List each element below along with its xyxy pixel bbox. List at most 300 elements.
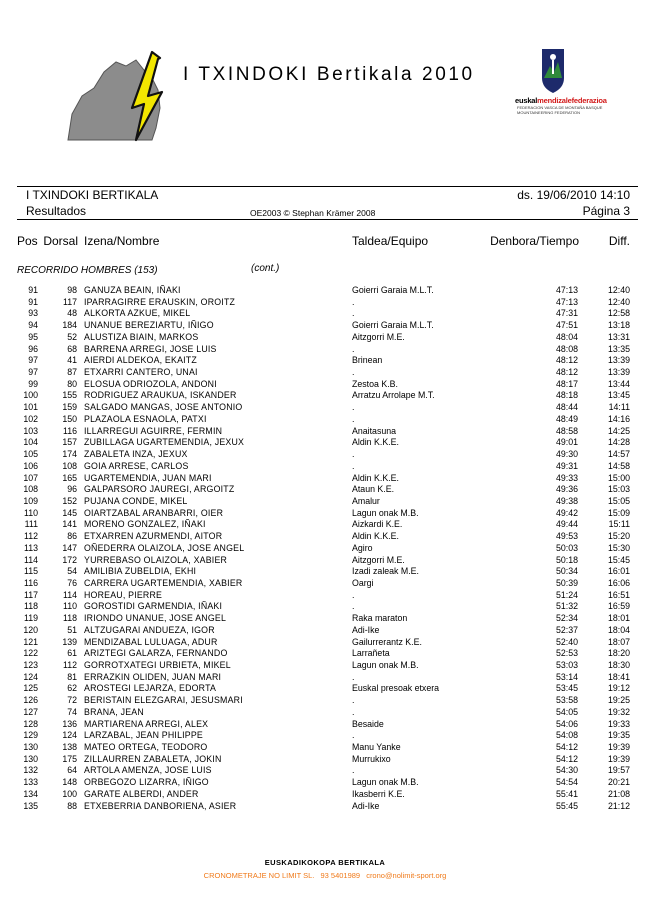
table-row [0,308,650,320]
result-time: 54:05 [555,706,578,717]
result-diff: 14:58 [607,460,630,471]
result-team: Raka maraton [352,613,408,624]
result-team: Euskal presoak etxera [352,683,440,694]
report-subtitle: Resultados [26,204,87,218]
result-name: ZABALETA INZA, JEXUX [84,449,188,460]
result-bib: 87 [67,367,77,378]
table-row [0,578,650,590]
table-row [0,648,650,660]
result-diff: 15:05 [607,495,630,506]
result-pos: 106 [23,460,38,471]
result-pos: 105 [23,449,38,460]
result-name: BARRENA ARREGI, JOSE LUIS [84,343,217,354]
result-time: 49:53 [555,531,578,542]
result-pos: 130 [23,753,38,764]
federation-shield-icon [541,48,565,94]
result-time: 48:12 [555,367,578,378]
result-bib: 61 [67,648,77,659]
result-bib: 88 [67,800,77,811]
result-pos: 123 [23,660,38,670]
result-team: Aldin K.K.E. [352,531,399,542]
result-team: Oargi [352,577,374,588]
result-bib: 110 [62,601,77,612]
footer-contact [0,871,650,880]
result-time: 47:31 [555,308,578,319]
result-pos: 107 [23,472,38,483]
result-team: Agiro [352,542,373,553]
result-bib: 148 [62,777,77,788]
col-header-team: Taldea/Equipo [352,234,429,248]
result-time: 47:51 [555,320,578,331]
result-name: ALKORTA AZKUE, MIKEL [84,308,191,319]
footer-timing: CRONOMETRAJE NO LIMIT SL. [203,871,315,880]
result-diff: 15:11 [608,519,630,530]
result-pos: 97 [28,367,38,378]
result-diff: 13:39 [607,367,630,378]
result-bib: 98 [67,285,77,295]
result-pos: 94 [28,320,38,331]
table-row [0,473,650,485]
result-name: UNANUE BEREZIARTU, IÑIGO [84,320,214,331]
result-team: Gailurrerantz K.E. [352,636,422,647]
result-name: ARIZTEGI GALARZA, FERNANDO [84,648,228,659]
table-row [0,461,650,473]
result-diff: 12:40 [607,285,630,295]
result-bib: 100 [62,788,77,799]
result-pos: 109 [23,495,38,506]
result-diff: 19:33 [607,718,630,729]
section-continued: (cont.) [251,263,280,274]
result-time: 49:30 [555,449,578,460]
result-pos: 133 [23,777,38,788]
section-title: RECORRIDO HOMBRES (153) [17,265,158,276]
result-time: 53:45 [555,683,578,694]
result-bib: 72 [67,695,77,706]
result-time: 49:38 [555,495,578,506]
result-name: ELOSUA ODRIOZOLA, ANDONI [84,378,217,389]
result-team: . [352,402,355,413]
result-bib: 147 [62,542,77,553]
result-time: 54:30 [555,765,578,776]
result-diff: 13:35 [607,343,630,354]
result-name: IRIONDO UNANUE, JOSE ANGEL [84,613,227,624]
result-team: Izadi zaleak M.E. [352,566,419,577]
federation-subtitle: FEDERACION VASCA DE MONTAÑA BASQUE MOUNTAINEERING FEDERATION [517,105,603,115]
table-row [0,683,650,695]
result-time: 54:54 [555,777,578,788]
table-row [0,754,650,766]
result-diff: 16:51 [607,589,630,600]
result-diff: 13:39 [607,355,630,366]
result-time: 48:04 [555,331,578,342]
result-diff: 12:40 [607,296,630,307]
result-pos: 119 [23,613,38,624]
result-name: GANUZA BEAIN, IÑAKI [84,285,181,295]
result-team: Aizkardi K.E. [352,519,403,530]
page-number: Página 3 [582,204,630,218]
result-time: 48:08 [555,343,578,354]
result-diff: 13:44 [607,378,630,389]
result-team: . [352,449,355,460]
result-bib: 157 [62,437,77,448]
result-name: OIARTZABAL ARANBARRI, OIER [84,507,224,518]
result-team: Brinean [352,355,383,366]
result-time: 52:40 [555,636,578,647]
result-time: 55:41 [555,788,578,799]
result-pos: 100 [23,390,38,401]
result-diff: 15:20 [607,531,630,542]
result-diff: 15:09 [607,507,630,518]
result-name: BRANA, JEAN [84,706,144,717]
table-row [0,695,650,707]
result-pos: 91 [28,296,38,307]
result-diff: 12:58 [607,308,630,319]
result-team: Amalur [352,495,380,506]
result-bib: 150 [62,413,77,424]
result-bib: 174 [62,449,77,460]
header-rule-top [17,186,638,187]
result-time: 53:58 [555,695,578,706]
result-team: Aldin K.K.E. [352,437,399,448]
result-team: . [352,343,355,354]
table-row [0,449,650,461]
result-name: MORENO GONZALEZ, IÑAKI [84,519,206,530]
table-row [0,742,650,754]
result-name: PLAZAOLA ESNAOLA, PATXI [84,413,207,424]
result-time: 48:58 [555,425,578,436]
event-title: I TXINDOKI Bertikala 2010 [183,64,475,85]
result-diff: 15:30 [607,542,630,553]
result-name: GALPARSORO JAUREGI, ARGOITZ [84,484,235,495]
result-pos: 97 [28,355,38,366]
result-diff: 18:20 [607,648,630,659]
result-time: 54:12 [555,753,578,764]
table-row [0,777,650,789]
result-team: . [352,367,355,378]
table-row [0,355,650,367]
result-name: GARATE ALBERDI, ANDER [84,788,199,799]
result-diff: 15:00 [607,472,630,483]
txindoki-mountain-logo [60,48,170,148]
result-team: Adi-Ike [352,624,380,635]
result-bib: 51 [67,624,77,635]
result-pos: 130 [23,742,38,753]
result-team: Besaide [352,718,384,729]
result-name: ETXEBERRIA DANBORIENA, ASIER [84,800,237,811]
result-diff: 19:39 [607,753,630,764]
col-header-bib: Dorsal [43,234,78,248]
result-team: . [352,589,355,600]
result-diff: 19:35 [607,730,630,741]
result-name: PUJANA CONDE, MIKEL [84,495,188,506]
result-team: Manu Yanke [352,742,401,753]
result-bib: 74 [67,706,77,717]
result-diff: 19:25 [607,695,630,706]
result-team: Lagun onak M.B. [352,777,419,788]
footer-phone: 93 5401989 [320,871,361,880]
table-row [0,332,650,344]
result-team: . [352,706,355,717]
result-pos: 122 [23,648,38,659]
result-time: 53:03 [555,660,578,670]
result-diff: 16:59 [607,601,630,612]
result-bib: 81 [67,671,77,682]
table-row [0,426,650,438]
col-header-time: Denbora/Tiempo [490,234,579,248]
result-team: Lagun onak M.B. [352,507,419,518]
result-team: Larrañeta [352,648,390,659]
result-pos: 103 [23,425,38,436]
result-team: Ataun K.E. [352,484,395,495]
result-pos: 117 [23,589,38,600]
result-bib: 165 [62,472,77,483]
result-name: BERISTAIN ELEZGARAI, JESUSMARI [84,695,243,706]
result-pos: 95 [28,331,38,342]
result-pos: 111 [24,519,38,530]
result-diff: 14:11 [608,402,630,413]
table-row [0,379,650,391]
result-bib: 139 [62,636,77,647]
footer-email: crono@nolimit-sport.org [366,871,447,880]
result-name: ALUSTIZA BIAIN, MARKOS [84,331,199,342]
result-team: Aitzgorri M.E. [352,554,405,565]
result-pos: 101 [23,402,38,413]
result-team: . [352,765,355,776]
result-diff: 19:12 [607,683,630,694]
result-bib: 112 [62,660,77,670]
result-diff: 13:31 [607,331,630,342]
result-team: Aldin K.K.E. [352,472,399,483]
table-row [0,637,650,649]
result-team: . [352,460,355,471]
result-name: GORROTXATEGI URBIETA, MIKEL [84,660,231,670]
result-bib: 159 [62,402,77,413]
table-row [0,555,650,567]
result-team: Zestoa K.B. [352,378,398,389]
result-name: GOIA ARRESE, CARLOS [84,460,189,471]
result-bib: 80 [67,378,77,389]
result-diff: 13:45 [607,390,630,401]
result-time: 50:34 [555,566,578,577]
result-pos: 126 [23,695,38,706]
result-time: 49:36 [555,484,578,495]
result-diff: 13:18 [607,320,630,331]
table-row [0,402,650,414]
result-time: 48:49 [555,413,578,424]
table-row [0,519,650,531]
result-diff: 14:57 [607,449,630,460]
result-team: Aitzgorri M.E. [352,331,405,342]
result-pos: 114 [23,554,38,565]
result-time: 48:44 [555,402,578,413]
result-pos: 128 [23,718,38,729]
result-diff: 18:01 [607,613,630,624]
result-bib: 118 [62,613,77,624]
result-team: Goierri Garaia M.L.T. [352,285,434,295]
result-name: ZILLAURREN ZABALETA, JOKIN [84,753,222,764]
result-diff: 16:06 [607,577,630,588]
result-bib: 117 [62,296,77,307]
result-name: ARTOLA AMENZA, JOSE LUIS [84,765,212,776]
result-diff: 16:01 [607,566,630,577]
result-pos: 91 [28,285,38,295]
result-diff: 14:25 [607,425,630,436]
result-name: ETXARREN AZURMENDI, AITOR [84,531,223,542]
result-team: . [352,695,355,706]
result-diff: 15:45 [607,554,630,565]
result-team: Lagun onak M.B. [352,660,419,670]
result-name: MARTIARENA ARREGI, ALEX [84,718,209,729]
table-row [0,344,650,356]
result-time: 54:08 [555,730,578,741]
table-row [0,496,650,508]
result-bib: 136 [62,718,77,729]
result-name: ORBEGOZO LIZARRA, IÑIGO [84,777,209,788]
report-name: I TXINDOKI BERTIKALA [26,188,159,202]
result-pos: 118 [23,601,38,612]
result-bib: 76 [67,577,77,588]
table-row [0,531,650,543]
result-bib: 124 [62,730,77,741]
results-table [0,285,650,812]
result-bib: 175 [62,753,77,764]
result-team: . [352,413,355,424]
result-pos: 135 [23,800,38,811]
result-pos: 115 [23,566,38,577]
result-pos: 113 [23,542,38,553]
result-name: AROSTEGI LEJARZA, EDORTA [84,683,217,694]
result-bib: 184 [62,320,77,331]
result-pos: 110 [23,507,38,518]
header-rule-bottom [17,219,638,220]
result-name: ZUBILLAGA UGARTEMENDIA, JEXUX [84,437,245,448]
result-pos: 112 [23,531,38,542]
result-pos: 134 [23,788,38,799]
result-bib: 96 [67,484,77,495]
result-team: . [352,296,355,307]
result-name: HOREAU, PIERRE [84,589,163,600]
result-time: 50:39 [555,577,578,588]
result-name: GOROSTIDI GARMENDIA, IÑAKI [84,601,223,612]
result-team: Arratzu Arrolape M.T. [352,390,435,401]
result-pos: 102 [23,413,38,424]
result-bib: 152 [62,495,77,506]
result-pos: 124 [23,671,38,682]
result-time: 47:13 [555,296,578,307]
result-name: YURREBASO OLAIZOLA, XABIER [84,554,228,565]
table-row [0,730,650,742]
result-pos: 108 [23,484,38,495]
result-name: AIERDI ALDEKOA, EKAITZ [84,355,197,366]
result-time: 50:03 [555,542,578,553]
result-time: 53:14 [555,671,578,682]
table-row [0,543,650,555]
result-pos: 125 [23,683,38,694]
result-team: Goierri Garaia M.L.T. [352,320,434,331]
footer-title: EUSKADIKOKOPA BERTIKALA [264,858,386,867]
result-bib: 54 [67,566,77,577]
result-diff: 18:04 [607,624,630,635]
result-pos: 116 [23,577,38,588]
col-header-diff: Diff. [608,234,630,248]
result-diff: 19:39 [607,742,630,753]
result-time: 49:44 [555,519,578,530]
federation-name: euskalmendizalefederazioa [515,96,607,105]
result-team: Murrukixo [352,753,391,764]
table-row [0,390,650,402]
result-pos: 127 [23,706,38,717]
result-pos: 132 [23,765,38,776]
result-diff: 19:57 [607,765,630,776]
table-row [0,765,650,777]
result-name: LARZABAL, JEAN PHILIPPE [84,730,204,741]
result-name: MENDIZABAL LULUAGA, ADUR [84,636,218,647]
table-row [0,414,650,426]
result-time: 52:34 [555,613,578,624]
result-time: 49:01 [555,437,578,448]
result-diff: 14:28 [607,437,630,448]
result-team: . [352,730,355,741]
result-diff: 21:12 [607,800,630,811]
result-bib: 138 [62,742,77,753]
result-time: 51:24 [555,589,578,600]
result-name: CARRERA UGARTEMENDIA, XABIER [84,577,243,588]
result-pos: 129 [23,730,38,741]
result-time: 50:18 [555,554,578,565]
result-team: . [352,308,355,319]
result-time: 55:45 [555,800,578,811]
result-diff: 18:30 [607,660,630,670]
col-header-pos: Pos [17,234,38,248]
table-row [0,508,650,520]
table-row [0,484,650,496]
result-time: 52:37 [555,624,578,635]
col-header-name: Izena/Nombre [84,234,160,248]
result-time: 52:53 [555,648,578,659]
result-diff: 15:03 [607,484,630,495]
result-time: 47:13 [555,285,578,295]
result-time: 48:18 [555,390,578,401]
result-time: 54:06 [555,718,578,729]
table-row [0,707,650,719]
table-row [0,789,650,801]
result-bib: 114 [62,589,77,600]
result-bib: 68 [67,343,77,354]
result-team: Ikasberri K.E. [352,788,405,799]
table-row [0,297,650,309]
result-time: 49:33 [555,472,578,483]
result-pos: 93 [28,308,38,319]
table-row [0,437,650,449]
result-diff: 20:21 [607,777,630,788]
result-bib: 155 [62,390,77,401]
result-bib: 145 [62,507,77,518]
result-pos: 120 [23,624,38,635]
software-credit: OE2003 © Stephan Krämer 2008 [250,208,376,218]
result-name: ERRAZKIN OLIDEN, JUAN MARI [84,671,222,682]
table-row [0,601,650,613]
result-bib: 86 [67,531,77,542]
result-bib: 116 [62,425,77,436]
result-diff: 18:41 [607,671,630,682]
table-row [0,801,650,813]
result-pos: 104 [23,437,38,448]
result-name: ALTZUGARAI ANDUEZA, IGOR [84,624,215,635]
result-bib: 172 [62,554,77,565]
result-time: 54:12 [555,742,578,753]
result-pos: 96 [28,343,38,354]
result-diff: 14:16 [607,413,630,424]
